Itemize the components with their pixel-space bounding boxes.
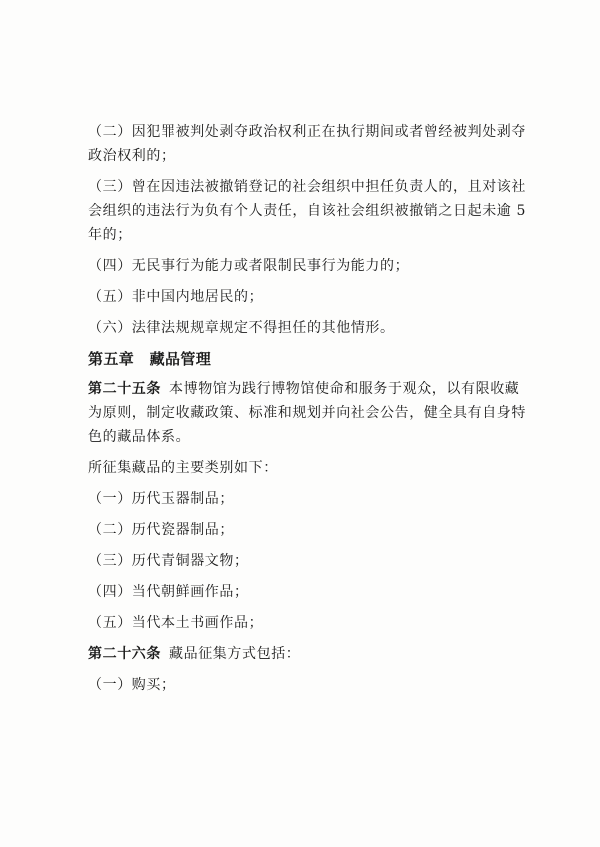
list-item-disqualification-4: （四）无民事行为能力或者限制民事行为能力的； — [88, 258, 410, 274]
article-25 — [88, 377, 528, 449]
list-item-category-1: （一）历代玉器制品； — [88, 491, 234, 507]
collection-categories-intro: 所征集藏品的主要类别如下： — [88, 460, 278, 476]
list-item-acquisition-1: （一）购买； — [88, 677, 176, 693]
article-25-text: 本博物馆为践行博物馆使命和服务于观众，以有限收藏为原则，制定收藏政策、标准和规划并向社会公告，健全具有自身特色的藏品体系。 — [88, 381, 526, 445]
article-25-label: 第二十五条 — [88, 381, 161, 397]
chapter-heading: 第五章 藏品管理 — [88, 350, 212, 368]
document-body — [88, 120, 528, 704]
list-item-disqualification-6: （六）法律法规规章规定不得担任的其他情形。 — [88, 320, 395, 336]
list-item-category-2: （二）历代瓷器制品； — [88, 522, 234, 538]
article-26 — [88, 642, 528, 666]
list-item-category-4: （四）当代朝鲜画作品； — [88, 584, 249, 600]
list-item-category-5: （五）当代本土书画作品； — [88, 615, 264, 631]
list-item-disqualification-3: （三）曾在因违法被撤销登记的社会组织中担任负责人的，且对该社会组织的违法行为负有个人责任，自该社会组织被撤销之日起未逾 5 年的； — [88, 179, 526, 243]
list-item-disqualification-5: （五）非中国内地居民的； — [88, 289, 264, 305]
list-item-category-3: （三）历代青铜器文物； — [88, 553, 249, 569]
article-26-label: 第二十六条 — [88, 646, 161, 662]
list-item-disqualification-2: （二）因犯罪被判处剥夺政治权利正在执行期间或者曾经被判处剥夺政治权利的； — [88, 124, 526, 164]
article-26-text: 藏品征集方式包括： — [169, 646, 301, 662]
